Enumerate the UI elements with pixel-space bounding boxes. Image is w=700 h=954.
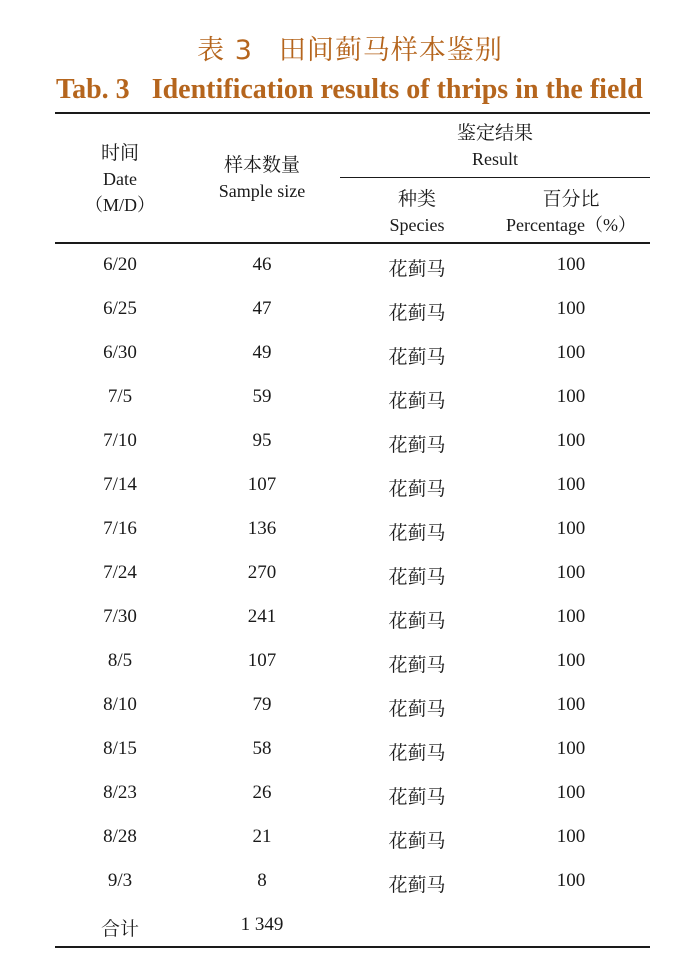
cell-species: 花蓟马 <box>388 434 446 456</box>
cell-sample-size: 59 <box>252 386 272 407</box>
cell-species: 花蓟马 <box>388 610 446 632</box>
header-pct-cn: 百分比 <box>542 188 600 210</box>
table-row <box>0 464 700 508</box>
header-result <box>340 120 650 172</box>
cell-percentage: 100 <box>556 782 586 803</box>
cell-species: 花蓟马 <box>388 566 446 588</box>
cell-percentage: 100 <box>556 342 586 363</box>
cell-date: 8/10 <box>103 694 137 715</box>
table-row <box>0 728 700 772</box>
table-label-en: Tab. 3 <box>56 74 130 105</box>
cell-date: 8/23 <box>103 782 137 803</box>
table-row <box>0 420 700 464</box>
cell-date: 7/10 <box>103 430 137 451</box>
header-species <box>350 186 484 238</box>
table-caption-cn <box>0 28 700 67</box>
cell-date: 7/24 <box>103 562 137 583</box>
cell-species: 花蓟马 <box>388 522 446 544</box>
cell-date: 7/30 <box>103 606 137 627</box>
cell-sample-size: 107 <box>247 474 277 495</box>
cell-percentage: 100 <box>556 826 586 847</box>
table-row <box>0 508 700 552</box>
cell-date: 6/30 <box>103 342 137 363</box>
cell-percentage: 100 <box>556 562 586 583</box>
header-size-en: Sample size <box>218 181 306 201</box>
cell-species: 花蓟马 <box>388 654 446 676</box>
cell-species: 花蓟马 <box>388 742 446 764</box>
cell-percentage: 100 <box>556 254 586 275</box>
header-date <box>60 140 180 218</box>
cell-date: 8/15 <box>103 738 137 759</box>
cell-sample-size: 26 <box>252 782 272 803</box>
cell-species: 花蓟马 <box>388 390 446 412</box>
cell-date: 9/3 <box>107 870 133 891</box>
header-species-en: Species <box>389 215 445 235</box>
table-row <box>0 772 700 816</box>
cell-date: 7/14 <box>103 474 137 495</box>
cell-percentage: 100 <box>556 738 586 759</box>
cell-date: 8/5 <box>107 650 133 671</box>
cell-date: 7/16 <box>103 518 137 539</box>
cell-percentage: 100 <box>556 606 586 627</box>
cell-percentage: 100 <box>556 650 586 671</box>
cell-sample-size: 58 <box>252 738 272 759</box>
table-row <box>0 860 700 904</box>
cell-sample-size: 241 <box>247 606 277 627</box>
cell-species: 花蓟马 <box>388 786 446 808</box>
total-label: 合计 <box>100 918 139 940</box>
cell-percentage: 100 <box>556 298 586 319</box>
cell-sample-size: 8 <box>257 870 267 891</box>
cell-sample-size: 47 <box>252 298 272 319</box>
table-row <box>0 288 700 332</box>
header-pct-en: Percentage（%） <box>506 215 636 235</box>
cell-percentage: 100 <box>556 474 586 495</box>
header-percentage <box>492 186 650 238</box>
table-title-en: Identification results of thrips in the field <box>151 74 643 105</box>
table-caption-en <box>56 74 656 106</box>
cell-species: 花蓟马 <box>388 346 446 368</box>
header-date-unit: （M/D） <box>84 195 155 215</box>
table-row <box>0 596 700 640</box>
cell-percentage: 100 <box>556 518 586 539</box>
cell-date: 8/28 <box>103 826 137 847</box>
cell-sample-size: 46 <box>252 254 272 275</box>
cell-sample-size: 270 <box>247 562 277 583</box>
cell-species: 花蓟马 <box>388 698 446 720</box>
cell-date: 7/5 <box>107 386 133 407</box>
table-row <box>0 244 700 288</box>
table-label-cn: 表 3 <box>197 35 253 66</box>
cell-percentage: 100 <box>556 694 586 715</box>
cell-species: 花蓟马 <box>388 874 446 896</box>
cell-percentage: 100 <box>556 430 586 451</box>
total-sample-size: 1 349 <box>240 914 284 935</box>
cell-sample-size: 49 <box>252 342 272 363</box>
table-title-cn: 田间蓟马样本鉴别 <box>278 35 503 66</box>
table-row <box>0 684 700 728</box>
result-header-rule <box>340 177 650 178</box>
total-row <box>0 904 700 948</box>
cell-species: 花蓟马 <box>388 258 446 280</box>
table-row <box>0 640 700 684</box>
header-size-cn: 样本数量 <box>223 154 300 176</box>
cell-percentage: 100 <box>556 386 586 407</box>
header-date-en: Date <box>103 169 137 189</box>
cell-sample-size: 21 <box>252 826 272 847</box>
cell-species: 花蓟马 <box>388 302 446 324</box>
cell-sample-size: 136 <box>247 518 277 539</box>
table-row <box>0 816 700 860</box>
cell-sample-size: 79 <box>252 694 272 715</box>
table-row <box>0 552 700 596</box>
cell-species: 花蓟马 <box>388 478 446 500</box>
cell-date: 6/25 <box>103 298 137 319</box>
header-sample-size <box>200 152 324 204</box>
header-date-cn: 时间 <box>100 142 139 164</box>
header-species-cn: 种类 <box>397 188 436 210</box>
cell-percentage: 100 <box>556 870 586 891</box>
header-result-en: Result <box>471 149 518 169</box>
cell-sample-size: 107 <box>247 650 277 671</box>
table-row <box>0 332 700 376</box>
table-row <box>0 376 700 420</box>
cell-date: 6/20 <box>103 254 137 275</box>
header-result-cn: 鉴定结果 <box>456 122 533 144</box>
table-top-rule <box>55 112 650 114</box>
cell-species: 花蓟马 <box>388 830 446 852</box>
cell-sample-size: 95 <box>252 430 272 451</box>
